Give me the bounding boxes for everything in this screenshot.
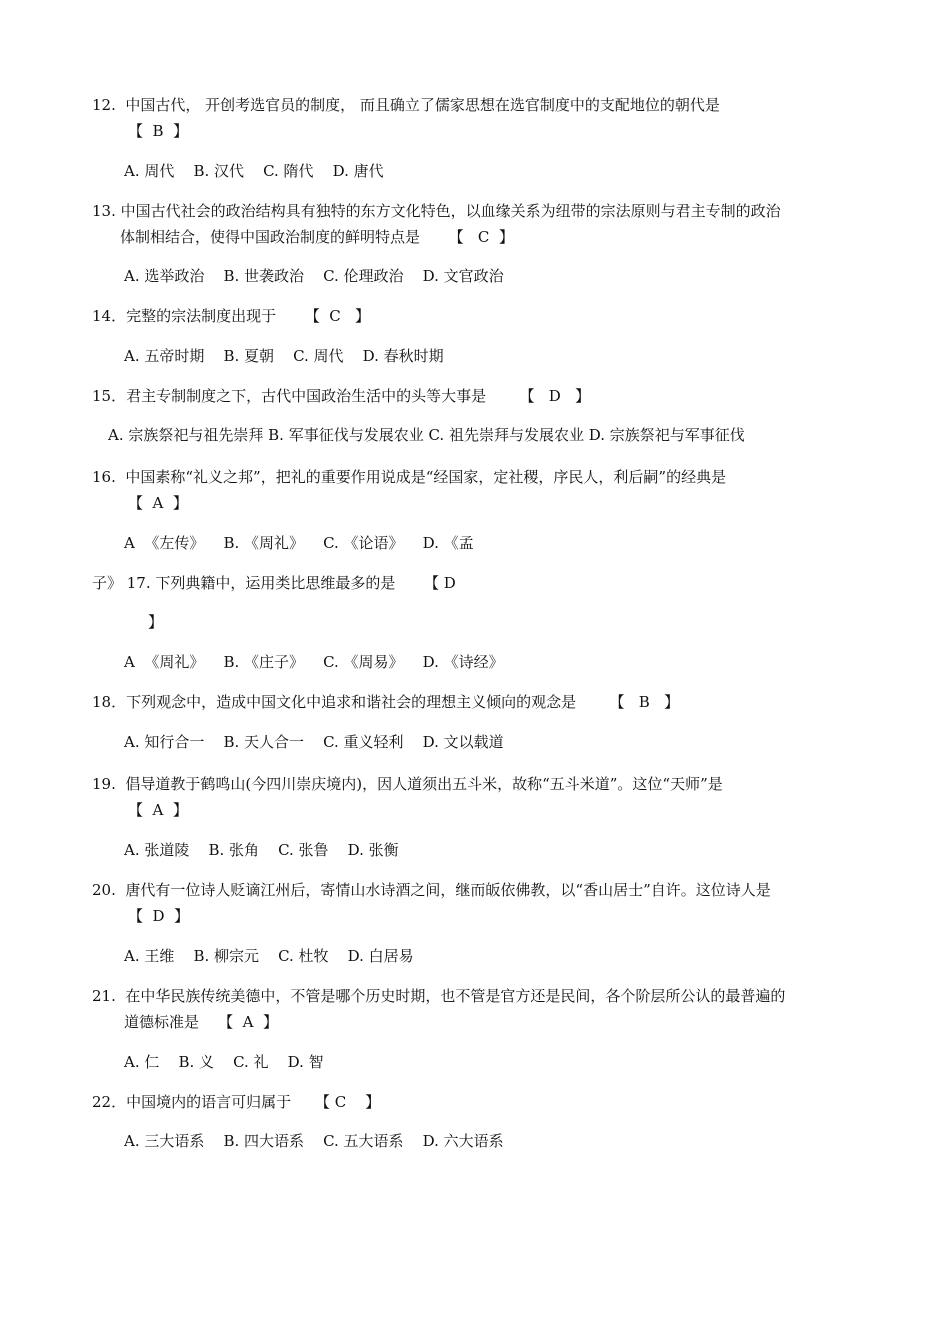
question-16-answer: 【 A 】 — [128, 494, 188, 512]
question-12-stem: 12. 中国古代， 开创考选官员的制度， 而且确立了儒家思想在选官制度中的支配地位的朝代是 — [92, 96, 720, 114]
question-14-options: A. 五帝时期 B. 夏朝 C. 周代 D. 春秋时期 — [124, 347, 444, 365]
question-15-options: A. 宗族祭祀与祖先崇拜 B. 军事征伐与发展农业 C. 祖先崇拜与发展农业 D. 宗族祭祀与军事征伐 — [108, 426, 745, 444]
question-16-options: A 《左传》 B. 《周礼》 C. 《论语》 D. 《孟 — [124, 534, 474, 552]
question-20-options: A. 王维 B. 柳宗元 C. 杜牧 D. 白居易 — [124, 947, 414, 965]
question-13-options: A. 选举政治 B. 世袭政治 C. 伦理政治 D. 文官政治 — [124, 267, 504, 285]
question-18-stem: 18．下列观念中，造成中国文化中追求和谐社会的理想主义倾向的观念是 【 B 】 — [92, 693, 680, 711]
question-16-stem: 16. 中国素称“礼义之邦”，把礼的重要作用说成是“经国家，定社稷，序民人，利后嗣”的经典是 — [92, 468, 727, 486]
question-20-answer: 【 D 】 — [128, 907, 190, 925]
question-17-stem: 子》 17. 下列典籍中，运用类比思维最多的是 【 D — [92, 574, 456, 592]
question-21-stem: 21. 在中华民族传统美德中，不管是哪个历史时期，也不管是官方还是民间，各个阶层所公认的最普遍的 — [92, 987, 786, 1005]
question-17-options: A 《周礼》 B. 《庄子》 C. 《周易》 D. 《诗经》 — [124, 653, 504, 671]
question-20-stem: 20. 唐代有一位诗人贬谪江州后，寄情山水诗酒之间，继而皈依佛教，以“香山居士”自许。这位诗人是 — [92, 881, 771, 899]
question-19-answer: 【 A 】 — [128, 801, 188, 819]
question-13-stem-cont: 体制相结合，使得中国政治制度的鲜明特点是 【 C 】 — [120, 228, 514, 246]
question-18-options: A. 知行合一 B. 天人合一 C. 重义轻利 D. 文以载道 — [124, 733, 504, 751]
question-21-stem-cont: 道德标准是 【 A 】 — [124, 1013, 278, 1031]
question-14-stem: 14．完整的宗法制度出现于 【 C 】 — [92, 307, 371, 325]
question-22-options: A. 三大语系 B. 四大语系 C. 五大语系 D. 六大语系 — [124, 1132, 504, 1150]
question-13-stem: 13. 中国古代社会的政治结构具有独特的东方文化特色，以血缘关系为纽带的宗法原则与君主专制的政治 — [92, 202, 781, 220]
question-12-options: A. 周代 B. 汉代 C. 隋代 D. 唐代 — [124, 162, 384, 180]
question-17-answer-close: 】 — [148, 613, 164, 631]
question-15-stem: 15．君主专制制度之下，古代中国政治生活中的头等大事是 【 D 】 — [92, 387, 591, 405]
question-19-stem: 19. 倡导道教于鹤鸣山(今四川崇庆境内)，因人道须出五斗米，故称“五斗米道”。这位“天师”是 — [92, 775, 723, 793]
question-19-options: A. 张道陵 B. 张角 C. 张鲁 D. 张衡 — [124, 841, 399, 859]
question-12-answer: 【 B 】 — [128, 122, 189, 140]
question-21-options: A. 仁 B. 义 C. 礼 D. 智 — [124, 1053, 324, 1071]
question-22-stem: 22．中国境内的语言可归属于 【 C 】 — [92, 1093, 381, 1111]
